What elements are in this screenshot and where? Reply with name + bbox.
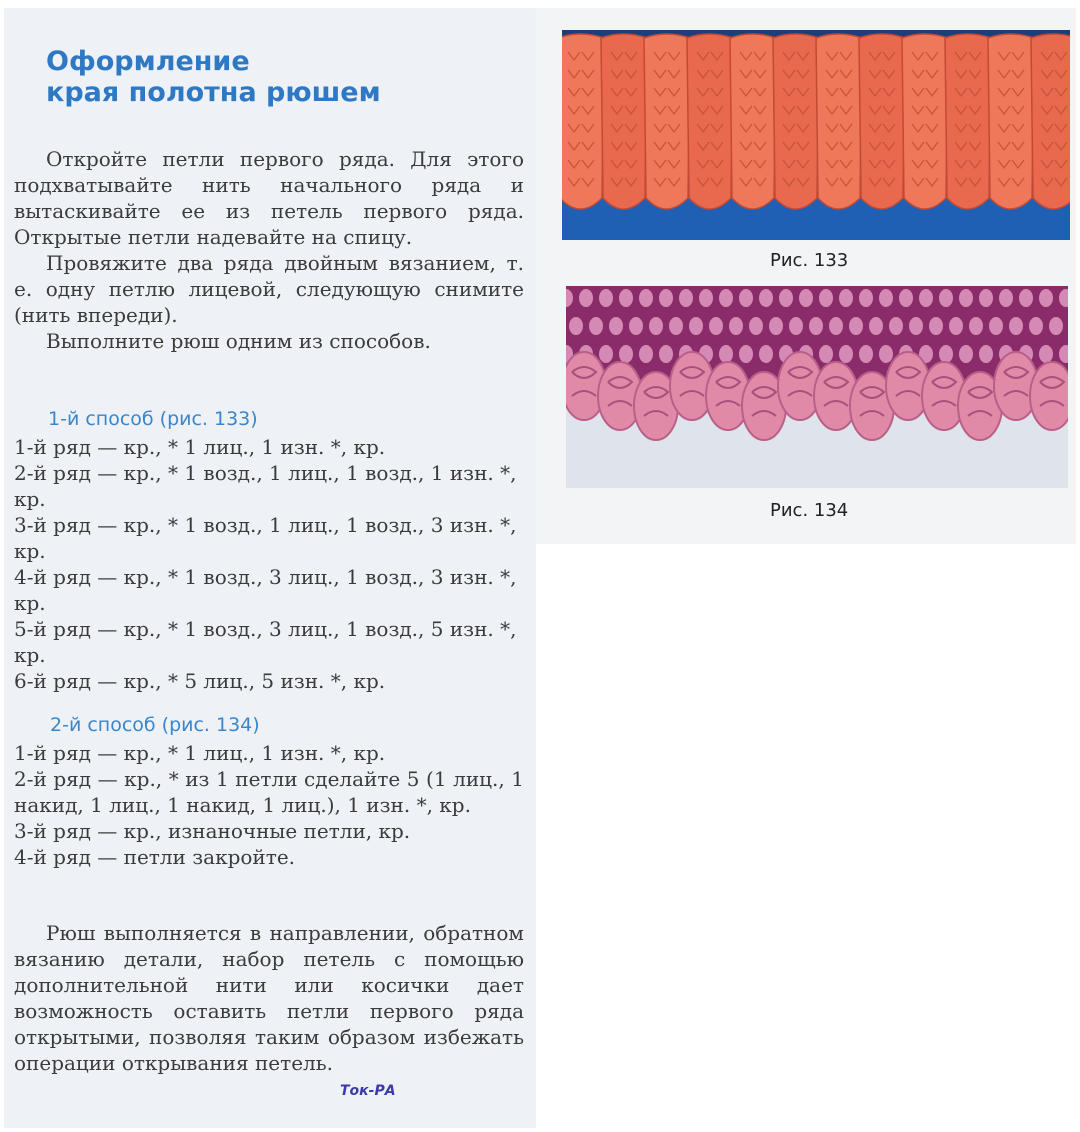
outro-paragraph: Рюш выполняется в направлении, обратном вязанию детали, набор петель с помощью дополнительной нити или косички дает возможность оставить петли первого ряда открытыми, позволяя таким образом избежать операции открывания петель. [14, 921, 524, 1075]
method1-heading: 1-й способ (рис. 133) [48, 408, 258, 430]
intro-text [14, 146, 524, 354]
page-title: Оформление края полотна рюшем [46, 46, 381, 108]
figure-134-photo [566, 286, 1068, 488]
method2-row: 4-й ряд — петли закройте. [14, 845, 296, 869]
method1-row: 6-й ряд — кр., * 5 лиц., 5 изн. *, кр. [14, 669, 386, 693]
intro-paragraph: Провяжите два ряда двойным вязанием, т. е. одну петлю лицевой, следующую снимите (нить впереди). [14, 251, 524, 327]
method2-row: 3-й ряд — кр., изнаночные петли, кр. [14, 819, 411, 843]
ruffle-pink-illustration [566, 286, 1068, 488]
method1-rows [14, 434, 524, 694]
outro-text [14, 920, 524, 1076]
method2-heading: 2-й способ (рис. 134) [50, 714, 260, 736]
method2-row: 1-й ряд — кр., * 1 лиц., 1 изн. *, кр. [14, 741, 386, 765]
method1-row: 5-й ряд — кр., * 1 возд., 3 лиц., 1 возд., 5 изн. *, кр. [14, 617, 517, 667]
intro-paragraph: Выполните рюш одним из способов. [46, 329, 431, 353]
figure-133-caption: Рис. 133 [770, 250, 849, 271]
ruffle-orange-illustration [562, 30, 1070, 240]
method1-row: 3-й ряд — кр., * 1 возд., 1 лиц., 1 возд., 3 изн. *, кр. [14, 513, 517, 563]
watermark: Ток-РА [340, 1083, 396, 1099]
intro-paragraph: Откройте петли первого ряда. Для этого подхватывайте нить начального ряда и вытаскивайте ее из петель первого ряда. Открытые петли надевайте на спицу. [14, 147, 524, 249]
figure-133-photo [562, 30, 1070, 240]
method1-row: 2-й ряд — кр., * 1 возд., 1 лиц., 1 возд., 1 изн. *, кр. [14, 461, 517, 511]
method2-rows [14, 740, 524, 870]
method2-row: 2-й ряд — кр., * из 1 петли сделайте 5 (1 лиц., 1 накид, 1 лиц., 1 накид, 1 лиц.), 1 изн. *, кр. [14, 767, 524, 817]
method1-row: 4-й ряд — кр., * 1 возд., 3 лиц., 1 возд., 3 изн. *, кр. [14, 565, 517, 615]
method1-row: 1-й ряд — кр., * 1 лиц., 1 изн. *, кр. [14, 435, 386, 459]
figure-134-caption: Рис. 134 [770, 500, 849, 521]
